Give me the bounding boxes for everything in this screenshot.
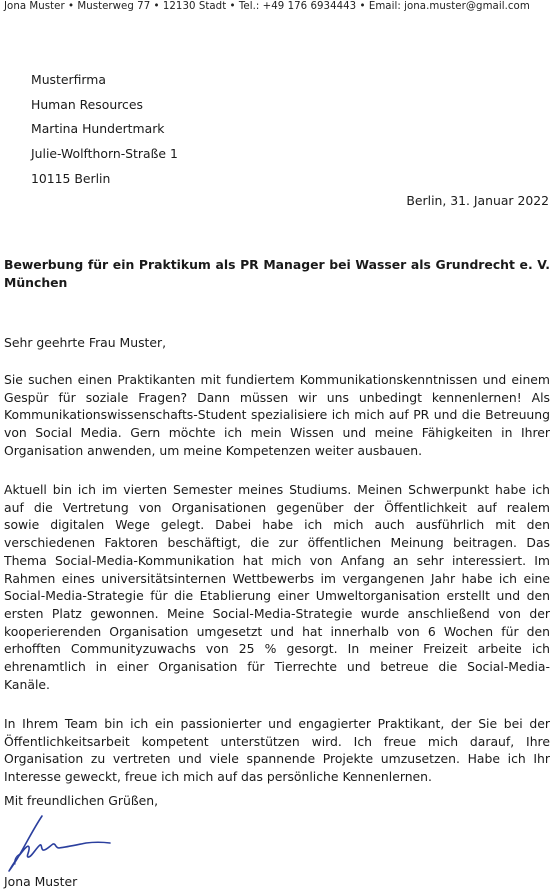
paragraph-line: sowie digitalen Wege gelegt. Dabei habe ich mich auch ausführlich mit den — [4, 517, 550, 533]
paragraph-line: Social-Media-Strategie für die Etablierung einer Umweltorganisation erstellt und den — [4, 588, 550, 604]
paragraph-line: In Ihrem Team bin ich ein passionierter und engagierter Praktikant, der Sie bei der — [4, 716, 550, 731]
sender-address-line: Jona Muster • Musterweg 77 • 12130 Stadt • Tel.: +49 176 6934443 • Email: jona.muster@gmail.com — [4, 1, 530, 12]
body-paragraph-2 — [4, 481, 550, 693]
paragraph-line: Gespür für soziale Fragen? Dann müssen wir uns unbedingt kennenlernen! Als — [4, 389, 550, 405]
paragraph-line: Öffentlichkeitsarbeit kompetent unterstützen wird. Ich freue mich darauf, Ihre — [4, 733, 550, 749]
signer-name: Jona Muster — [4, 874, 78, 889]
recipient-address — [31, 68, 178, 192]
signature-stroke — [9, 816, 110, 871]
paragraph-line: Kommunikationswissenschafts-Student spezialisiere ich mich auf PR und die Betreuung — [4, 407, 550, 423]
letter-date: Berlin, 31. Januar 2022 — [406, 193, 549, 208]
paragraph-line: ehrenamtlich in einer Organisation für Tierrechte und betreue die Social-Media- — [4, 659, 550, 675]
handwritten-signature — [4, 814, 114, 876]
paragraph-line: verschiedenen Faktoren beschäftigt, die zur öffentlichen Meinung beitragen. Das — [4, 535, 550, 551]
recipient-company: Musterfirma — [31, 72, 106, 87]
subject-line — [4, 256, 550, 291]
paragraph-line: Interesse geweckt, freue ich mich auf das persönliche Kennenlernen. — [4, 769, 432, 785]
paragraph-line: Kanäle. — [4, 676, 50, 692]
recipient-department: Human Resources — [31, 96, 143, 112]
recipient-contact: Martina Hundertmark — [31, 121, 165, 137]
closing-phrase: Mit freundlichen Grüßen, — [4, 793, 159, 808]
paragraph-line: ersten Platz gewonnen. Meine Social-Media-Strategie wurde anschließend von der — [4, 605, 550, 621]
paragraph-line: auf die Vertretung von Organisationen gegenüber der Öffentlichkeit auf realem — [4, 499, 550, 515]
salutation: Sehr geehrte Frau Muster, — [4, 335, 167, 350]
body-paragraph-1 — [4, 371, 550, 460]
paragraph-line: Thema Social-Media-Kommunikation hat mich von Anfang an sehr interessiert. Im — [4, 552, 550, 568]
recipient-street: Julie-Wolfthorn-Straße 1 — [31, 146, 178, 162]
paragraph-line: von Social Media. Gern möchte ich mein Wissen und meine Fähigkeiten in Ihrer — [4, 425, 550, 441]
subject-line-2: München — [4, 274, 68, 290]
paragraph-line: erhofften Communityzuwachs von 25 % gesorgt. In meiner Freizeit arbeite ich — [4, 641, 550, 657]
paragraph-line: Aktuell bin ich im vierten Semester meines Studiums. Meinen Schwerpunkt habe ich — [4, 482, 550, 497]
body-paragraph-3 — [4, 715, 550, 786]
paragraph-line: Rahmen eines universitätsinternen Wettbewerbs im vergangenen Jahr habe ich eine — [4, 570, 550, 586]
paragraph-line: Organisation anwenden, um meine Kompetenzen weiter ausbauen. — [4, 442, 423, 458]
paragraph-line: Sie suchen einen Praktikanten mit fundiertem Kommunikationskenntnissen und einem — [4, 372, 550, 387]
paragraph-line: Organisation zu vertreten und viele spannende Projekte umzusetzen. Habe ich Ihr — [4, 751, 550, 767]
subject-line-1: Bewerbung für ein Praktikum als PR Manager bei Wasser als Grundrecht e. V. — [4, 257, 550, 272]
paragraph-line: kooperierenden Organisation umgesetzt und hat innerhalb von 6 Wochen für den — [4, 623, 550, 639]
recipient-city: 10115 Berlin — [31, 170, 111, 186]
